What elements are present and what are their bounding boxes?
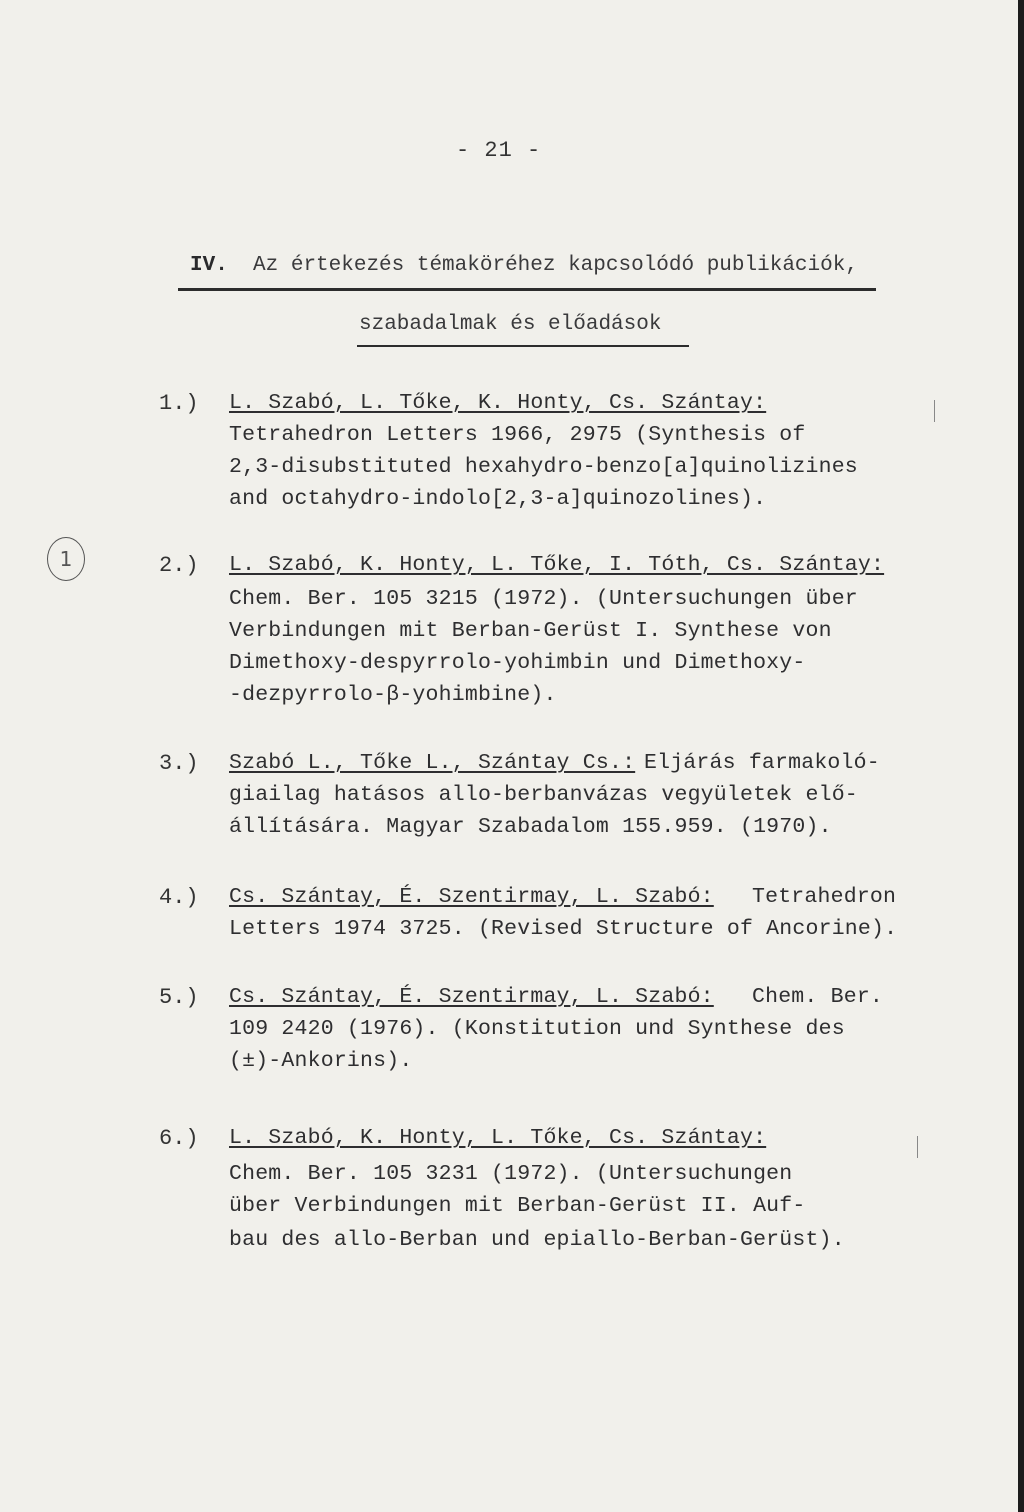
item-authors: Cs. Szántay, É. Szentirmay, L. Szabó: (229, 985, 714, 1009)
section-title-line2: szabadalmak és előadások (359, 313, 662, 336)
item-authors: Cs. Szántay, É. Szentirmay, L. Szabó: (229, 885, 714, 909)
item-text-line: and octahydro-indolo[2,3-a]quinozolines). (229, 487, 767, 511)
item-text-line: (±)-Ankorins). (229, 1049, 413, 1073)
item-text-line: Dimethoxy-despyrrolo-yohimbin und Dimethoxy- (229, 651, 806, 675)
item-text-line: über Verbindungen mit Berban-Gerüst II. Auf- (229, 1194, 806, 1218)
item-text-line: Tetrahedron Letters 1966, 2975 (Synthesis of (229, 423, 806, 447)
item-authors: L. Szabó, K. Honty, L. Tőke, I. Tóth, Cs. Szántay: (229, 553, 885, 577)
item-number: 4.) (159, 885, 199, 910)
item-text-line: Verbindungen mit Berban-Gerüst I. Synthese von (229, 619, 832, 643)
item-text-line: 2,3-disubstituted hexahydro-benzo[a]quinolizines (229, 455, 858, 479)
item-text-line: állítására. Magyar Szabadalom 155.959. (1970). (229, 815, 832, 839)
subheading-underline (357, 345, 689, 347)
item-authors: L. Szabó, L. Tőke, K. Honty, Cs. Szántay: (229, 391, 767, 415)
item-text-line: bau des allo-Berban und epiallo-Berban-Gerüst). (229, 1228, 845, 1252)
item-number: 1.) (159, 391, 199, 416)
item-authors: L. Szabó, K. Honty, L. Tőke, Cs. Szántay: (229, 1126, 767, 1150)
item-number: 2.) (159, 553, 199, 578)
item-text-line: Letters 1974 3725. (Revised Structure of Ancorine). (229, 917, 898, 941)
item-text-line: Tetrahedron (752, 885, 897, 909)
item-text-line: Chem. Ber. 105 3231 (1972). (Untersuchungen (229, 1162, 793, 1186)
item-number: 6.) (159, 1126, 199, 1151)
heading-underline (178, 288, 876, 291)
item-text-line: Chem. Ber. (752, 985, 884, 1009)
item-number: 3.) (159, 751, 199, 776)
page-number: - 21 - (456, 138, 542, 163)
item-text-line: Chem. Ber. 105 3215 (1972). (Untersuchungen über (229, 587, 858, 611)
section-roman-numeral: IV. (190, 254, 228, 277)
section-title-line1: Az értekezés témaköréhez kapcsolódó publikációk, (253, 254, 858, 277)
item-text-line: giailag hatásos allo-berbanvázas vegyületek elő- (229, 783, 858, 807)
section-heading (190, 254, 858, 277)
margin-pencil-stroke (934, 400, 935, 422)
page-edge (1018, 0, 1024, 1512)
item-authors: Szabó L., Tőke L., Szántay Cs.: (229, 751, 636, 775)
item-number: 5.) (159, 985, 199, 1010)
item-text-line: 109 2420 (1976). (Konstitution und Synthese des (229, 1017, 845, 1041)
item-text-line: -dezpyrrolo-β-yohimbine). (229, 683, 557, 707)
item-text-line: Eljárás farmakoló- (644, 751, 880, 775)
margin-pencil-stroke (917, 1136, 918, 1158)
margin-circled-mark: 1 (47, 537, 85, 581)
